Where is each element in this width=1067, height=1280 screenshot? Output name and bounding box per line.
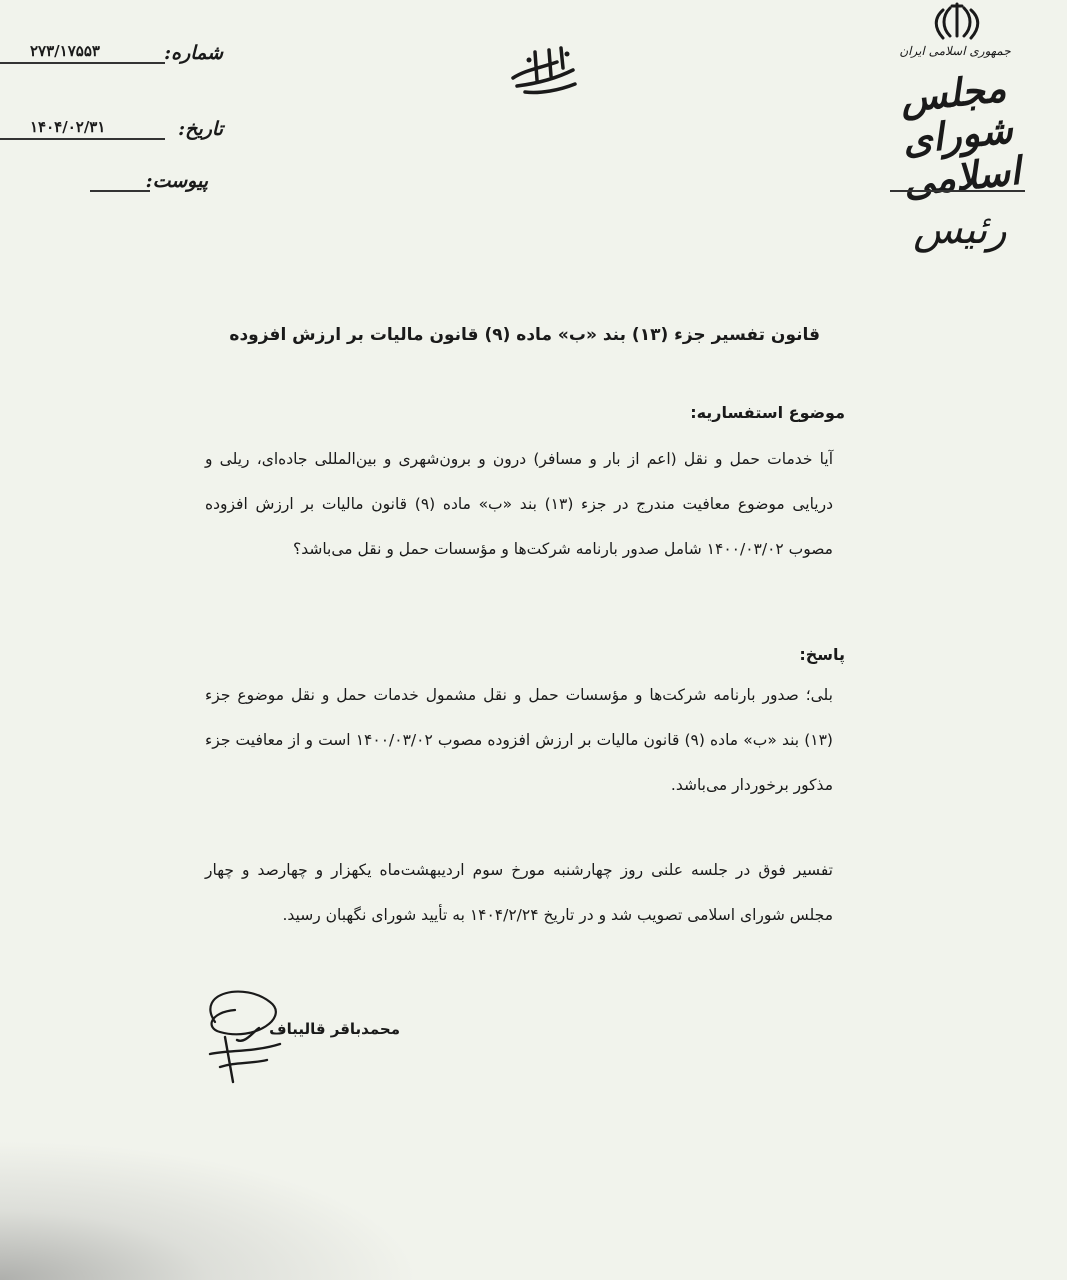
answer-text: بلی؛ صدور بارنامه شرکت‌ها و مؤسسات حمل و نقل مشمول خدمات حمل و نقل موضوع جزء (۱۳) بند «ب» ماده (۹) قانون مالیات بر ارزش افزوده مصوب ۱۴۰۰/۰۳/۰۲ است و از معافیت جزء مذکور برخوردار می‌باشد. xyxy=(205,686,833,794)
letter-number-row xyxy=(0,42,223,64)
emblem-subtitle: جمهوری اسلامی ایران xyxy=(899,44,1011,58)
question-text: آیا خدمات حمل و نقل (اعم از بار و مسافر) درون و برون‌شهری و بین‌المللی جاده‌ای، ریلی و دریایی موضوع معافیت مندرج در جزء (۱۳) بند «ب» ماده (۹) قانون مالیات بر ارزش افزوده مصوب ۱۴۰۰/۰۳/۰۲ شامل صدور بارنامه شرکت‌ها و مؤسسات حمل و نقل می‌باشد؟ xyxy=(205,450,833,558)
closing-text: تفسیر فوق در جلسه علنی روز چهارشنبه مورخ سوم اردیبهشت‌ماه یکهزار و چهارصد و چهار مجلس شورای اسلامی تصویب شد و در تاریخ ۱۴۰۴/۲/۲۴ به تأیید شورای نگهبان رسید. xyxy=(205,861,833,924)
letter-date-label: تاریخ: xyxy=(178,118,223,140)
question-heading: موضوع استفساریه: xyxy=(690,403,845,422)
iran-emblem-icon xyxy=(932,2,982,42)
answer-heading: پاسخ: xyxy=(799,645,845,664)
emblem-parliament-name: مجلس شورای اسلامی xyxy=(898,64,1023,205)
letter-attachment-line xyxy=(90,170,150,192)
signatory-name: محمدباقر قالیباف xyxy=(269,1020,400,1038)
letter-number-value: ۲۷۳/۱۷۵۵۳ xyxy=(0,42,165,64)
emblem-divider xyxy=(890,190,1025,192)
basmeh-taala-mark xyxy=(505,40,580,100)
letter-date-value: ۱۴۰۴/۰۲/۳۱ xyxy=(0,118,165,140)
letter-date-row xyxy=(0,118,223,140)
document-title: قانون تفسیر جزء (۱۳) بند «ب» ماده (۹) قانون مالیات بر ارزش افزوده xyxy=(229,325,820,345)
letter-attachment-row xyxy=(90,170,208,192)
letter-attachment-label: پیوست: xyxy=(145,170,208,192)
scan-shadow xyxy=(0,1140,420,1280)
emblem-role: رئیس xyxy=(913,207,1007,253)
letter-number-label: شماره: xyxy=(164,42,223,64)
